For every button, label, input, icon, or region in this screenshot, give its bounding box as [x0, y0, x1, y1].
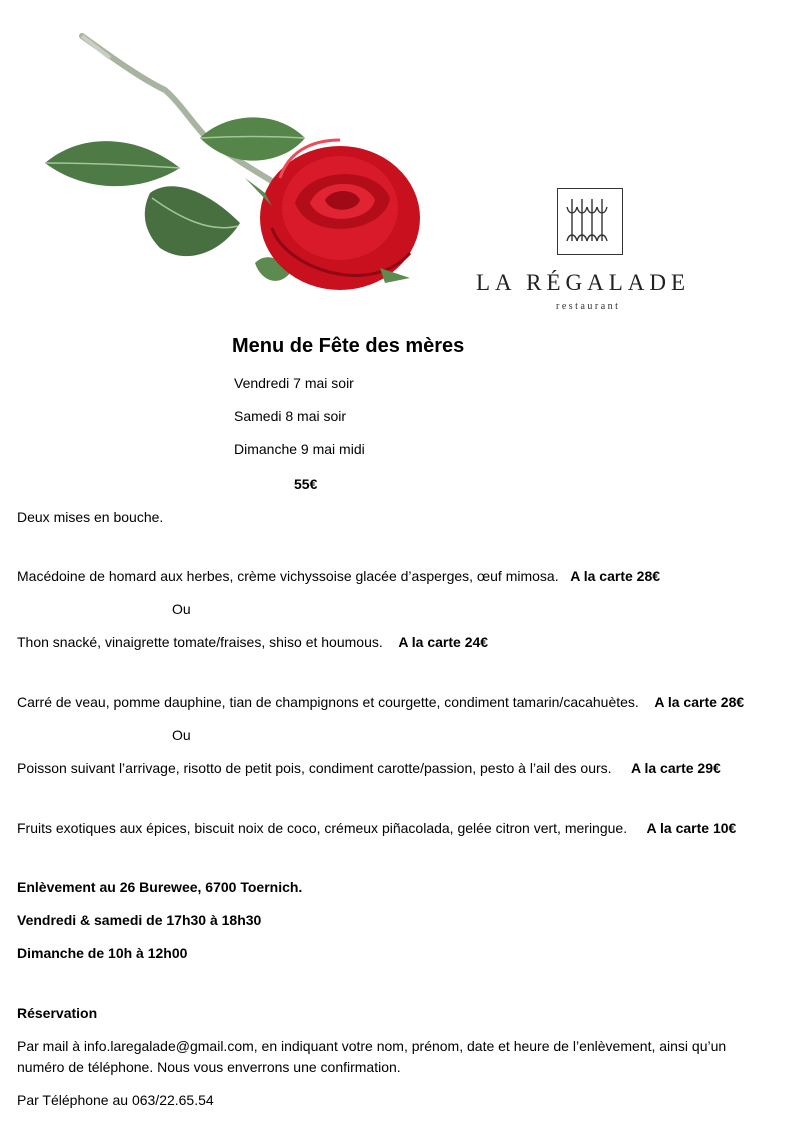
reservation-mail-line: Par mail à info.laregalade@gmail.com, en indiquant votre nom, prénom, date et heure de l’enlèvement, ainsi qu’un	[17, 1038, 727, 1054]
course-price: A la carte 24€	[398, 634, 489, 650]
course-description: Carré de veau, pomme dauphine, tian de champignons et courgette, condiment tamarin/cacahuètes.	[17, 694, 639, 710]
course-item	[17, 694, 744, 710]
reservation-phone: Par Téléphone au 063/22.65.54	[17, 1092, 214, 1108]
menu-date: Vendredi 7 mai soir	[234, 375, 354, 391]
course-item	[17, 634, 488, 650]
course-item	[17, 820, 736, 836]
course-item	[17, 568, 660, 584]
course-price: A la carte 28€	[570, 568, 661, 584]
reservation-mail-line: numéro de téléphone. Nous vous enverrons une confirmation.	[17, 1059, 401, 1075]
course-description: Macédoine de homard aux herbes, crème vichyssoise glacée d’asperges, œuf mimosa.	[17, 568, 559, 584]
course-price: A la carte 28€	[654, 694, 745, 710]
pickup-weekday-hours: Vendredi & samedi de 17h30 à 18h30	[17, 912, 262, 928]
menu-date: Dimanche 9 mai midi	[234, 441, 365, 457]
pickup-address: Enlèvement au 26 Burewee, 6700 Toernich.	[17, 879, 303, 895]
menu-price: 55€	[294, 476, 318, 492]
restaurant-subtitle: restaurant	[556, 301, 621, 312]
or-separator: Ou	[172, 727, 191, 743]
course-price: A la carte 29€	[631, 760, 721, 776]
course-description: Poisson suivant l’arrivage, risotto de petit pois, condiment carotte/passion, pesto à l’ail des ours.	[17, 760, 612, 776]
menu-date: Samedi 8 mai soir	[234, 408, 347, 424]
course-description: Fruits exotiques aux épices, biscuit noix de coco, crémeux piñacolada, gelée citron vert, meringue.	[17, 820, 628, 836]
course-price: A la carte 10€	[646, 820, 737, 836]
restaurant-name: LA RÉGALADE	[476, 270, 691, 295]
or-separator: Ou	[172, 601, 191, 617]
amuse-bouche: Deux mises en bouche.	[17, 509, 164, 525]
pickup-sunday-hours: Dimanche de 10h à 12h00	[17, 945, 188, 961]
restaurant-logo-mark	[557, 188, 623, 255]
reservation-heading: Réservation	[17, 1005, 98, 1021]
course-item	[17, 760, 721, 776]
rose-illustration	[40, 28, 440, 318]
course-description: Thon snacké, vinaigrette tomate/fraises, shiso et houmous.	[17, 634, 383, 650]
menu-title: Menu de Fête des mères	[232, 335, 465, 357]
fork-grid-icon	[558, 189, 621, 253]
